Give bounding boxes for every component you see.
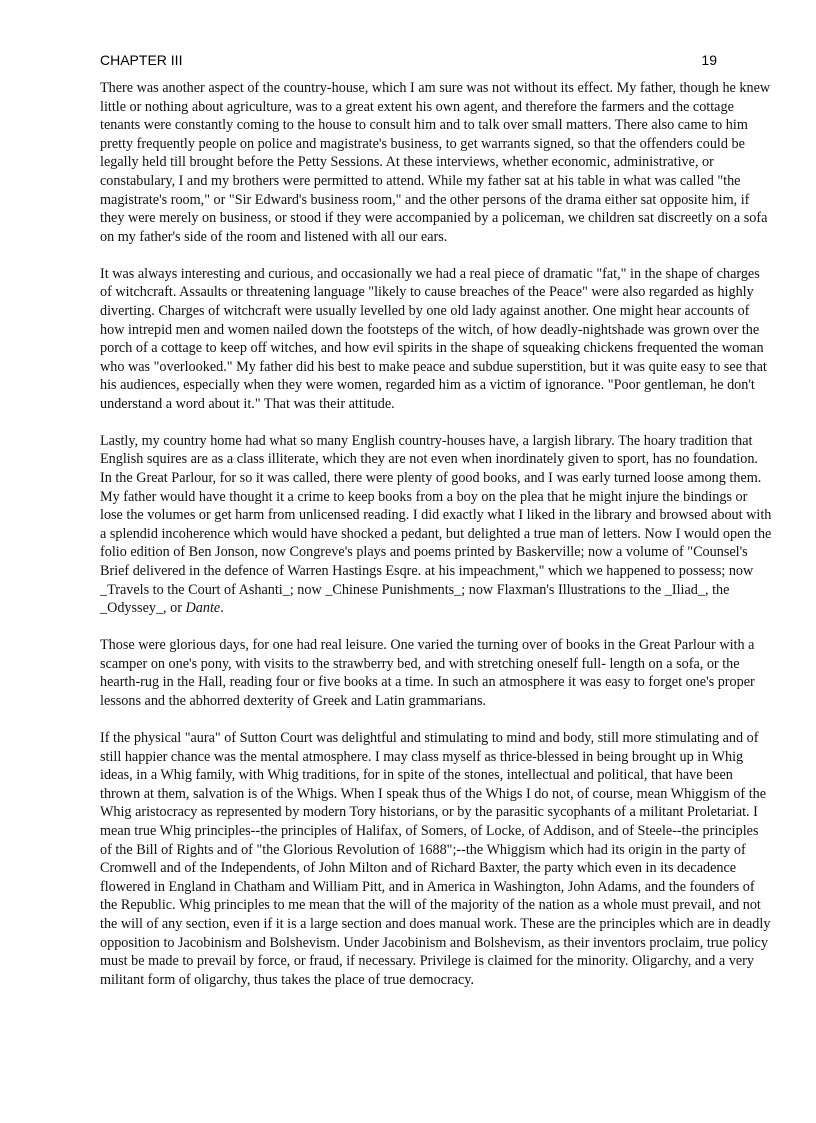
paragraph: If the physical "aura" of Sutton Court was delightful and stimulating to mind and body, still more stimulating and of still happier chance was the mental atmosphere. I may class myself as thrice-blessed in being brought up in Whig ideas, in a Whig family, with Whig traditions, for in spite of the stones, intellectual and political, that have been thrown at them, salvation is of the Whigs. When I speak thus of the Whigs I do not, of course, mean Whiggism of the Whig aristocracy as represented by modern Tory historians, or by the parasitic sycophants of a militant Proletariat. I mean true Whig principles--the principles of Halifax, of Somers, of Locke, of Addison, and of Steele--the principles of the Bill of Rights and of "the Glorious Revolution of 1688";--the Whiggism which had its origin in the party of Cromwell and of the Independents, of John Milton and of Richard Baxter, the party which even in its decadence flowered in England in Chatham and William Pitt, and in America in Washington, John Adams, and the founders of the Republic. Whig principles to me mean that the will of the majority of the nation as a whole must prevail, and not the will of any section, even if it is a large section and does manual work. These are the principles which are in deadly opposition to Jacobinism and Bolshevism. Under Jacobinism and Bolshevism, as their inventors proclaim, true policy must be made to prevail by force, or fraud, if necessary. Privilege is claimed for the minority. Oligarchy, and a very militant form of oligarchy, thus takes the place of true democracy.	[100, 729, 771, 988]
page-number: 19	[701, 52, 717, 68]
chapter-heading: CHAPTER III	[100, 52, 183, 68]
paragraph: It was always interesting and curious, and occasionally we had a real piece of dramatic "fat," in the shape of charges of witchcraft. Assaults or threatening language "likely to cause breaches of the Peace" were also regarded as highly diverting. Charges of witchcraft were usually levelled by one old lady against another. One might hear accounts of how intrepid men and women nailed down the footsteps of the witch, of how deadly-nightshade was grown over the porch of a cottage to keep off witches, and how evil spirits in the shape of squeaking chickens frequented the woman who was "overlooked." My father did his best to make peace and subdue superstition, but it was quite easy to see that his audiences, especially when they were women, regarded him as a victim of ignorance. "Poor gentleman, he don't understand a word about it." That was their attitude.	[100, 265, 767, 412]
paragraph: Those were glorious days, for one had real leisure. One varied the turning over of books in the Great Parlour with a scamper on one's pony, with visits to the strawberry bed, and with stretching oneself full- length on a sofa, or the hearth-rug in the Hall, reading four or five books at a time. In such an atmosphere it was easy to forget one's proper lessons and the abhorred dexterity of Greek and Latin grammarians.	[100, 637, 755, 709]
paragraph-text: Lastly, my country home had what so many English country-houses have, a largish library. The hoary tradition that English squires are as a class illiterate, which they are not even when inordinately given to sport, has no foundation. In the Great Parlour, for so it was called, there were plenty of good books, and I was early turned loose among them. My father would have thought it a crime to keep books from a boy on the plea that he might injure the bindings or lose the volumes or get harm from unlicensed reading. I did exactly what I liked in the library and browsed about with a splendid incoherence which would have shocked a pedant, but delighted a true man of letters. Now I would open the folio edition of Ben Jonson, now Congreve's plays and poems printed by Baskerville; now a volume of "Counsel's Brief delivered in the defence of Warren Hastings Esqre. at his impeachment," which we happened to possess; now _Travels to the Court of Ashanti_; now _Chinese Punishments_; now Flaxman's Illustrations to the _Iliad_, the _Odyssey_, or	[100, 432, 772, 617]
paragraph-end: .	[220, 600, 224, 617]
paragraph	[100, 432, 772, 618]
paragraph: There was another aspect of the country-house, which I am sure was not without its effect. My father, though he knew little or nothing about agriculture, was to a great extent his own agent, and therefore the farmers and the cottage tenants were constantly coming to the house to consult him and to talk over small matters. There also came to him pretty frequently people on police and magistrate's business, to get warrants signed, so that the offenders could be legally held till brought before the Petty Sessions. At these interviews, whether economic, administrative, or constabulary, I and my brothers were permitted to attend. While my father sat at his table in what was called "the magistrate's room," or "Sir Edward's business room," and the other persons of the drama either sat opposite him, if they were merely on business, or stood if they were accompanied by a policeman, we children sat discreetly on a sofa on my father's side of the room and listened with all our ears.	[100, 80, 771, 245]
italic-title: Dante	[185, 600, 221, 617]
page-header	[100, 52, 717, 70]
body-text	[100, 79, 772, 1008]
